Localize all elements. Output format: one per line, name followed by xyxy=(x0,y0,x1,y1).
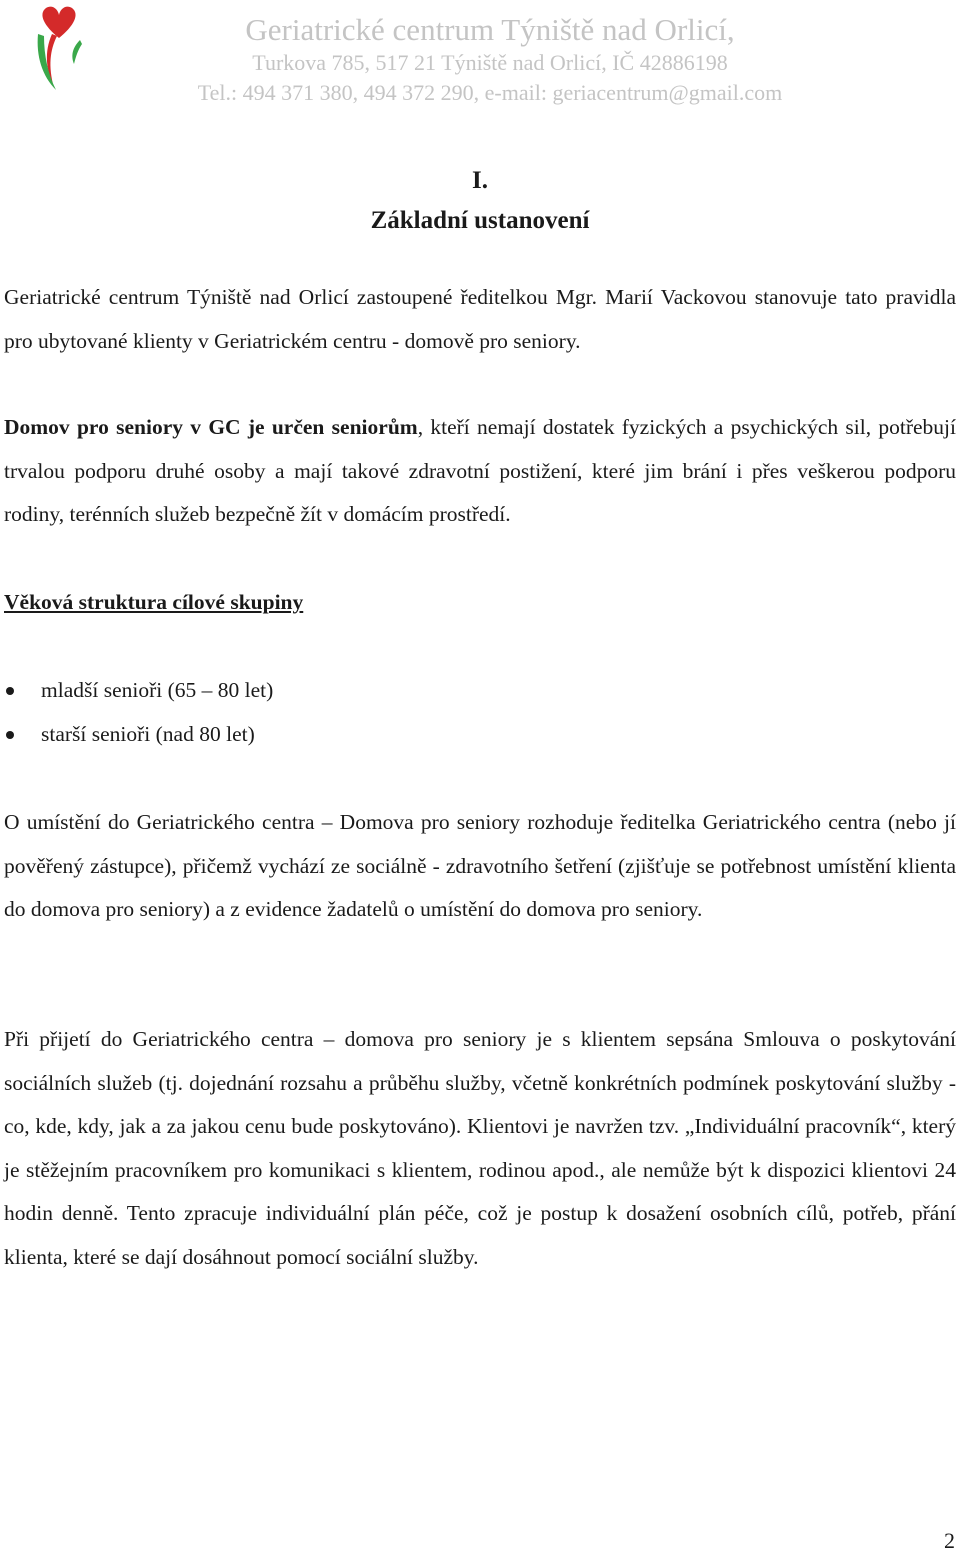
green-leaf-right xyxy=(72,40,82,64)
chapter-title: Základní ustanovení xyxy=(370,207,590,234)
heart-shape xyxy=(42,7,75,38)
header-address: Turkova 785, 517 21 Týniště nad Orlicí, IČ 42886198 xyxy=(252,50,728,75)
list-item-text: starší senioři (nad 80 let) xyxy=(41,722,255,746)
paragraph-intro: Geriatrické centrum Týniště nad Orlicí zastoupené ředitelkou Mgr. Marií Vackovou stanovuje tato pravidla pro ubytované klienty v Geriatrickém centru - domově pro seniory. xyxy=(4,285,956,353)
paragraph-admission-decision: O umístění do Geriatrického centra – Domova pro seniory rozhoduje ředitelka Geriatrického centra (nebo jí pověřený zástupce), přičemž vychází ze sociálně - zdravotního šetření (zjišťuje se potřebnost umístění klienta do domova pro seniory) a z evidence žadatelů o umístění do domova pro seniory. xyxy=(4,810,956,921)
list-item-text: mladší senioři (65 – 80 let) xyxy=(41,678,274,702)
page-number: 2 xyxy=(944,1528,955,1553)
paragraph-admission-contract: Při přijetí do Geriatrického centra – domova pro seniory je s klientem sepsána Smlouva o poskytování sociálních služeb (tj. dojednání rozsahu a průběhu služby, včetně konkrétních podmínek poskytování služby - co, kde, kdy, jak a za jakou cenu bude poskytováno). Klientovi je navržen tzv. „Individuální pracovník“, který je stěžejním pracovníkem pro komunikaci s klientem, rodinou apod., ale nemůže být k dispozici klientovi 24 hodin denně. Tento zpracuje individuální plán péče, což je postup k dosažení osobních cílů, potřeb, přání klienta, které se dají dosáhnout pomocí sociální služby. xyxy=(4,1027,956,1269)
paragraph-target-group-rest: , kteří nemají dostatek fyzických a psychických sil, potřebují trvalou podporu druhé osoby a mají takové zdravotní postižení, které jim brání i přes veškerou podporu rodiny, terénních služeb bezpečně žít v domácím prostředí. xyxy=(4,415,956,526)
paragraph-target-group xyxy=(4,406,956,537)
list-item xyxy=(0,669,273,713)
heart-figure-logo xyxy=(34,4,84,92)
chapter-number: I. xyxy=(472,167,488,194)
header-contact: Tel.: 494 371 380, 494 372 290, e-mail: geriacentrum@gmail.com xyxy=(197,80,783,105)
age-structure-heading: Věková struktura cílové skupiny xyxy=(4,590,304,614)
header-title: Geriatrické centrum Týniště nad Orlicí, xyxy=(245,12,735,47)
paragraph-target-group-bold: Domov pro seniory v GC je určen seniorům xyxy=(4,415,418,439)
list-item xyxy=(0,713,273,757)
bullet-icon xyxy=(6,687,14,695)
age-group-list xyxy=(0,669,273,757)
bullet-icon xyxy=(6,731,14,739)
